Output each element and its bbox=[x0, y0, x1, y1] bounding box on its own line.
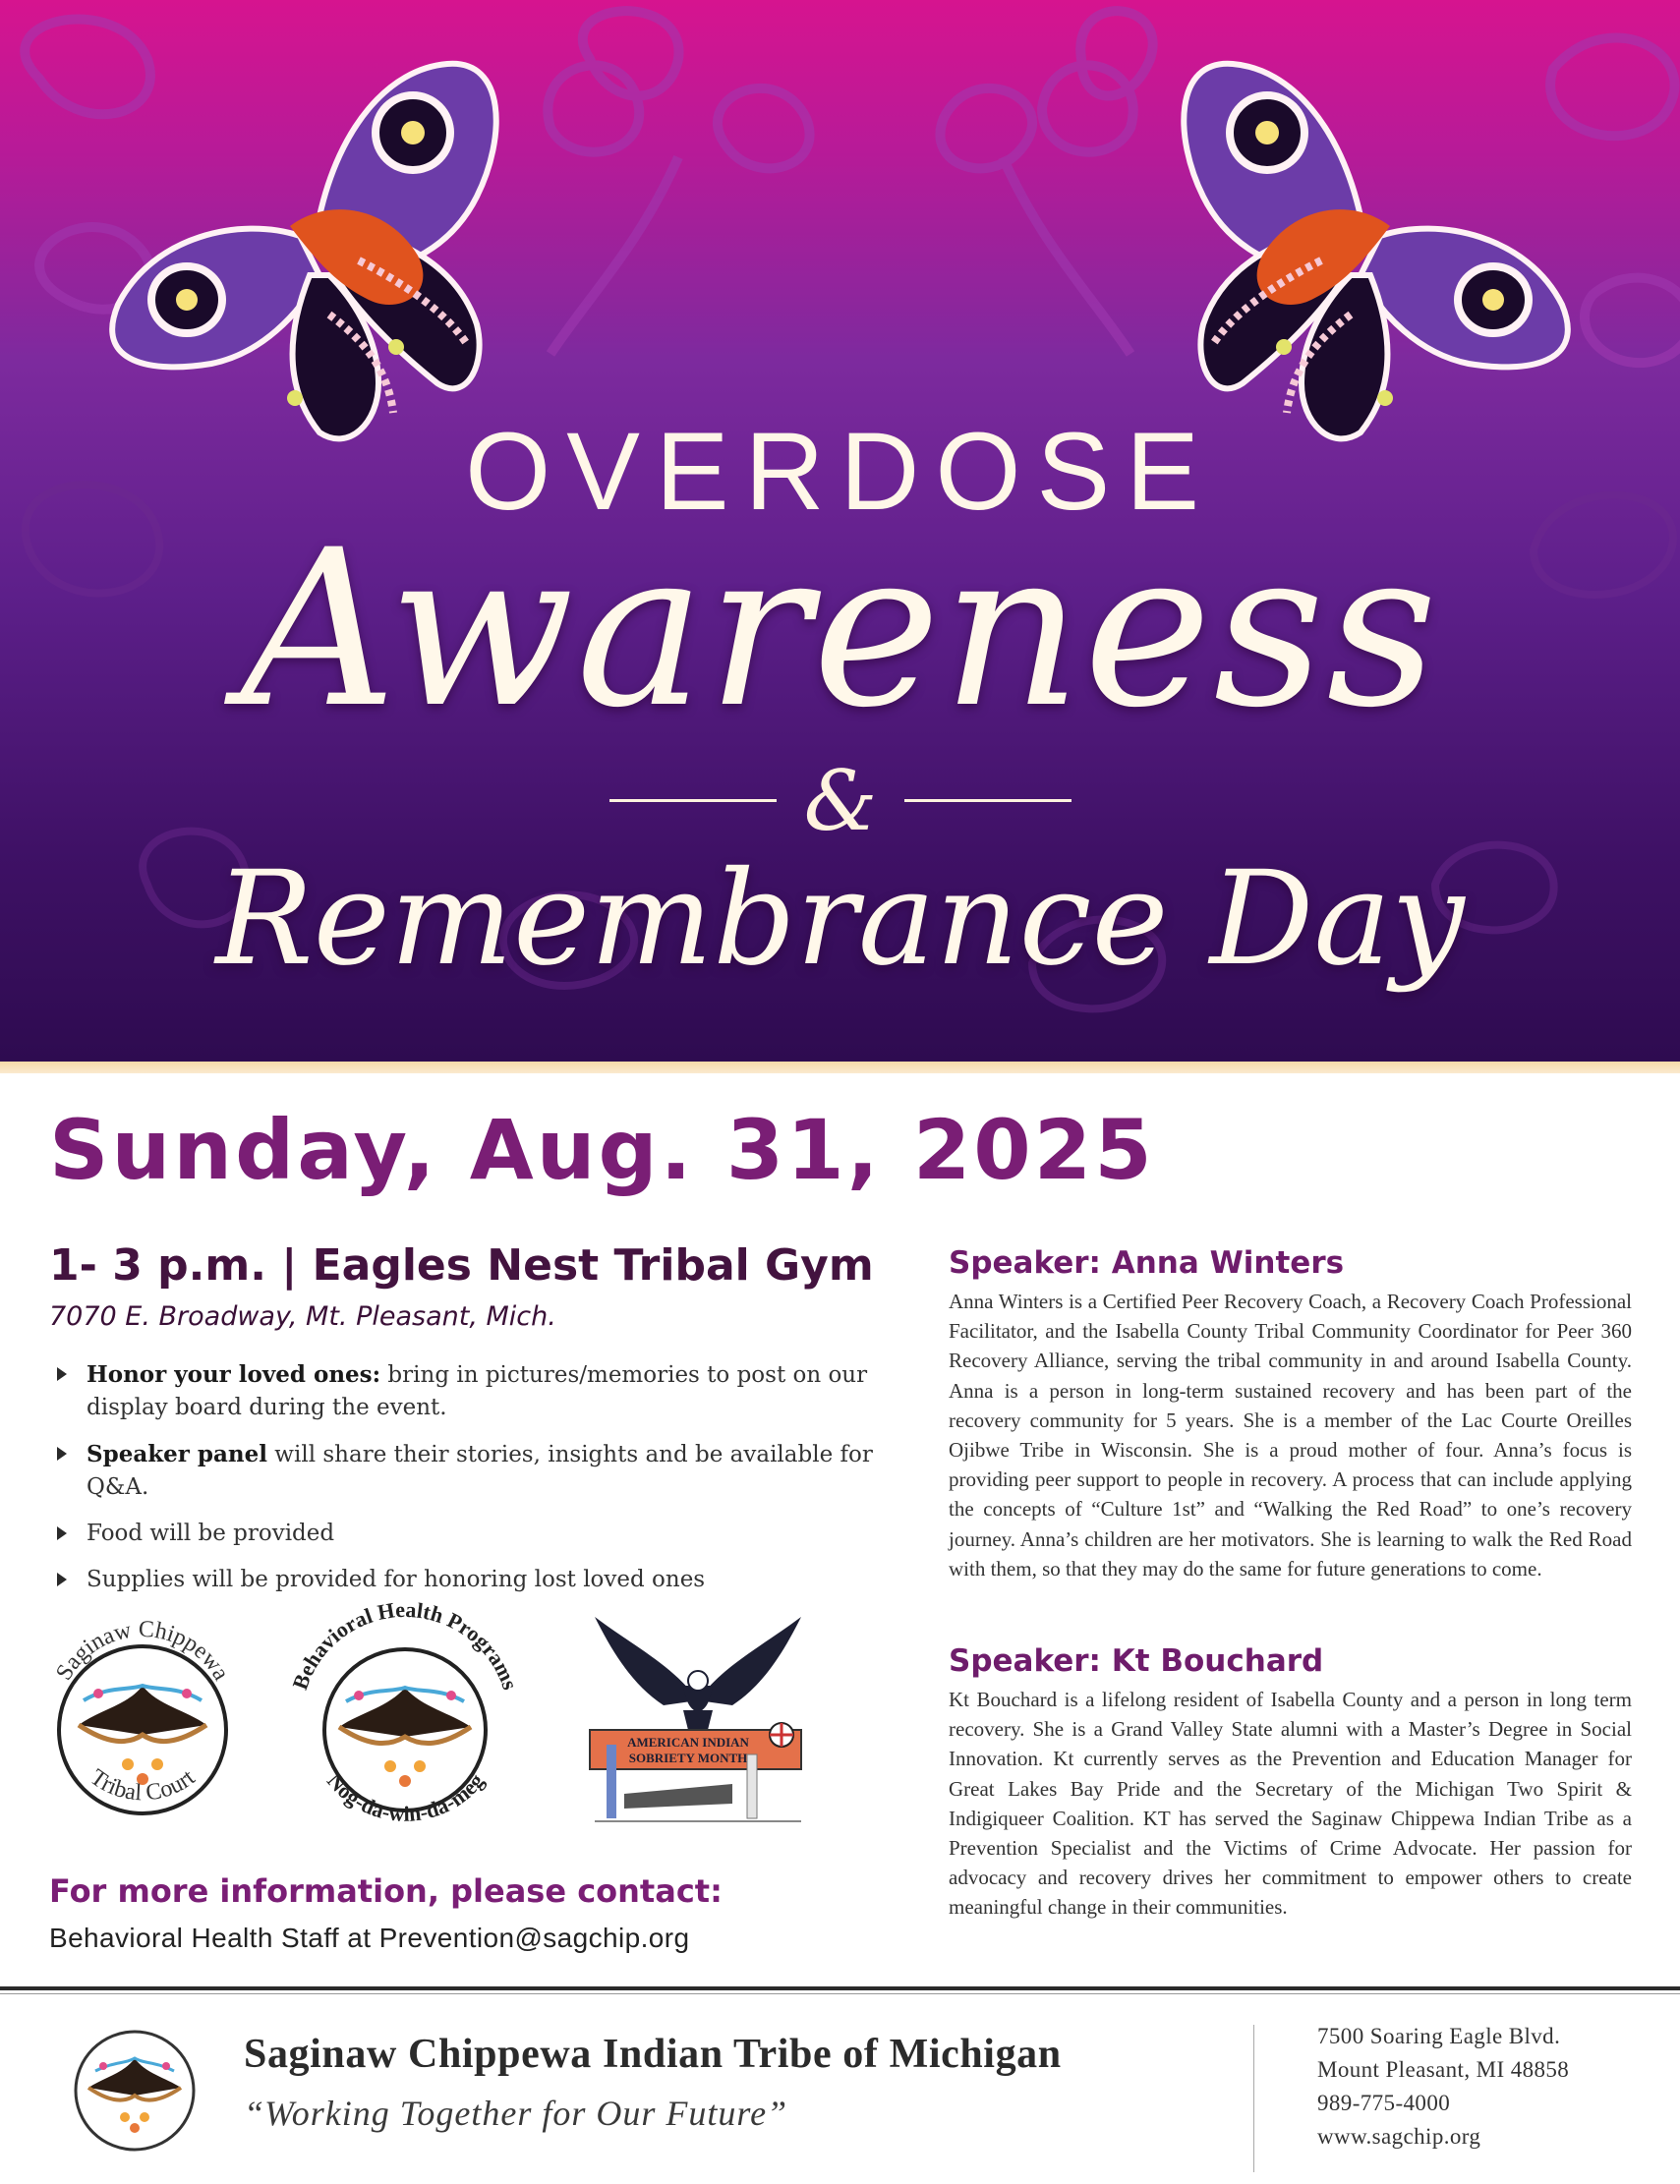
asm-logo-line2: SOBRIETY MONTH bbox=[628, 1751, 748, 1765]
contact-email-text[interactable]: Behavioral Health Staff at Prevention@sagchip.org bbox=[49, 1923, 690, 1953]
footer-vertical-separator bbox=[1253, 2025, 1254, 2172]
divider-line-right bbox=[904, 799, 1072, 802]
event-time-location: 1- 3 p.m. | Eagles Nest Tribal Gym bbox=[49, 1240, 874, 1291]
asm-logo-line1: AMERICAN INDIAN bbox=[627, 1735, 749, 1750]
bullet-arrow-icon bbox=[57, 1447, 67, 1461]
bullet-arrow-icon bbox=[57, 1367, 67, 1381]
behavioral-health-programs-logo bbox=[280, 1597, 531, 1843]
bullet-arrow-icon bbox=[57, 1573, 67, 1586]
title-overdose: OVERDOSE bbox=[465, 410, 1215, 533]
list-item bbox=[57, 1564, 893, 1596]
bullet-bold-text: Honor your loved ones: bbox=[87, 1361, 381, 1388]
tribe-seal-logo bbox=[71, 2017, 199, 2164]
contact-heading: For more information, please contact: bbox=[49, 1872, 723, 1910]
footer-city: Mount Pleasant, MI 48858 bbox=[1317, 2057, 1570, 2082]
hero-banner bbox=[0, 0, 1680, 1062]
divider-line-left bbox=[609, 799, 777, 802]
list-item bbox=[57, 1438, 893, 1504]
footer-street: 7500 Soaring Eagle Blvd. bbox=[1317, 2024, 1561, 2048]
court-logo-bottom-text: Tribal Court bbox=[85, 1764, 201, 1807]
bullet-arrow-icon bbox=[57, 1526, 67, 1540]
footer-phone[interactable]: 989-775-4000 bbox=[1317, 2091, 1451, 2115]
bullet-bold-text: Speaker panel bbox=[87, 1441, 267, 1467]
bullet-text: Food will be provided bbox=[87, 1521, 335, 1546]
speaker-heading-anna-winters: Speaker: Anna Winters bbox=[949, 1245, 1345, 1281]
butterfly-right-icon bbox=[1125, 49, 1587, 462]
speaker-bio-kt-bouchard: Kt Bouchard is a lifelong resident of Isabella County and a person in long term recovery. She is a Grand Valley State alumni with a Master’s Degree in Social Innovation. Kt currently serves as the Prevention and Education Manager for Great Lakes Bay Pride and the Secretary of the Michigan Two Spirit & Indigiqueer Coalition. KT has served the Saginaw Chippewa Indian Tribe as a Prevention Specialist and the Victims of Crime Advocate. Her passion for advocacy and recovery drives her commitment to empower others to create meaningful change in their communities. bbox=[949, 1688, 1632, 1920]
event-details-list bbox=[57, 1358, 893, 1610]
american-indian-sobriety-month-logo bbox=[585, 1607, 811, 1843]
footer-website-link[interactable]: www.sagchip.org bbox=[1317, 2124, 1481, 2149]
tribal-court-logo bbox=[39, 1597, 246, 1843]
bullet-text: bring in pictures/memories to post on our display board during the event. bbox=[87, 1362, 868, 1420]
bullet-text: will share their stories, insights and be available for Q&A. bbox=[87, 1442, 873, 1500]
footer-divider-thin bbox=[0, 1993, 1680, 1994]
tribe-tagline: “Working Together for Our Future” bbox=[244, 2094, 788, 2133]
hero-bottom-stripe bbox=[0, 1062, 1680, 1073]
title-remembrance-day: Remembrance Day bbox=[215, 843, 1465, 995]
butterfly-left-icon bbox=[93, 49, 555, 462]
speaker-bio-anna-winters: Anna Winters is a Certified Peer Recovery Coach, a Recovery Coach Professional Facilitator, and the Isabella County Tribal Community Coordinator for Peer 360 Recovery Alliance, serving the tribal community in and around Isabella County. Anna is a person in long-term sustained recovery and has been part of the recovery community for 5 years. She is a member of the Lac Courte Oreilles Ojibwe Tribe in Wisconsin. She is a proud mother of four. Anna’s focus is providing peer support to people in recovery. A process that can include applying the concepts of “Culture 1st” and “Walking the Red Road” to one’s recovery journey. Anna’s children are her motivators. She is learning to walk the Red Road with them, so that they may do the same for future generations to come. bbox=[949, 1290, 1632, 1581]
bhp-logo-top-text: Behavioral Health Programs bbox=[287, 1597, 523, 1694]
bhp-logo-bottom-text: Nog-da-win-da-meg bbox=[321, 1768, 490, 1827]
footer-address-block bbox=[1317, 2020, 1651, 2154]
tribe-name: Saginaw Chippewa Indian Tribe of Michigan bbox=[244, 2032, 1062, 2077]
event-address: 7070 E. Broadway, Mt. Pleasant, Mich. bbox=[49, 1301, 556, 1332]
list-item bbox=[57, 1358, 893, 1424]
bullet-text: Supplies will be provided for honoring lost loved ones bbox=[87, 1567, 706, 1592]
ampersand-divider bbox=[609, 753, 1072, 849]
footer-divider bbox=[0, 1986, 1680, 1990]
court-logo-top-text: Saginaw Chippewa bbox=[51, 1616, 234, 1686]
ampersand: & bbox=[803, 753, 878, 849]
title-awareness: Awareness bbox=[240, 503, 1440, 755]
speaker-heading-kt-bouchard: Speaker: Kt Bouchard bbox=[949, 1643, 1324, 1679]
event-date: Sunday, Aug. 31, 2025 bbox=[49, 1102, 1155, 1198]
list-item bbox=[57, 1518, 893, 1550]
